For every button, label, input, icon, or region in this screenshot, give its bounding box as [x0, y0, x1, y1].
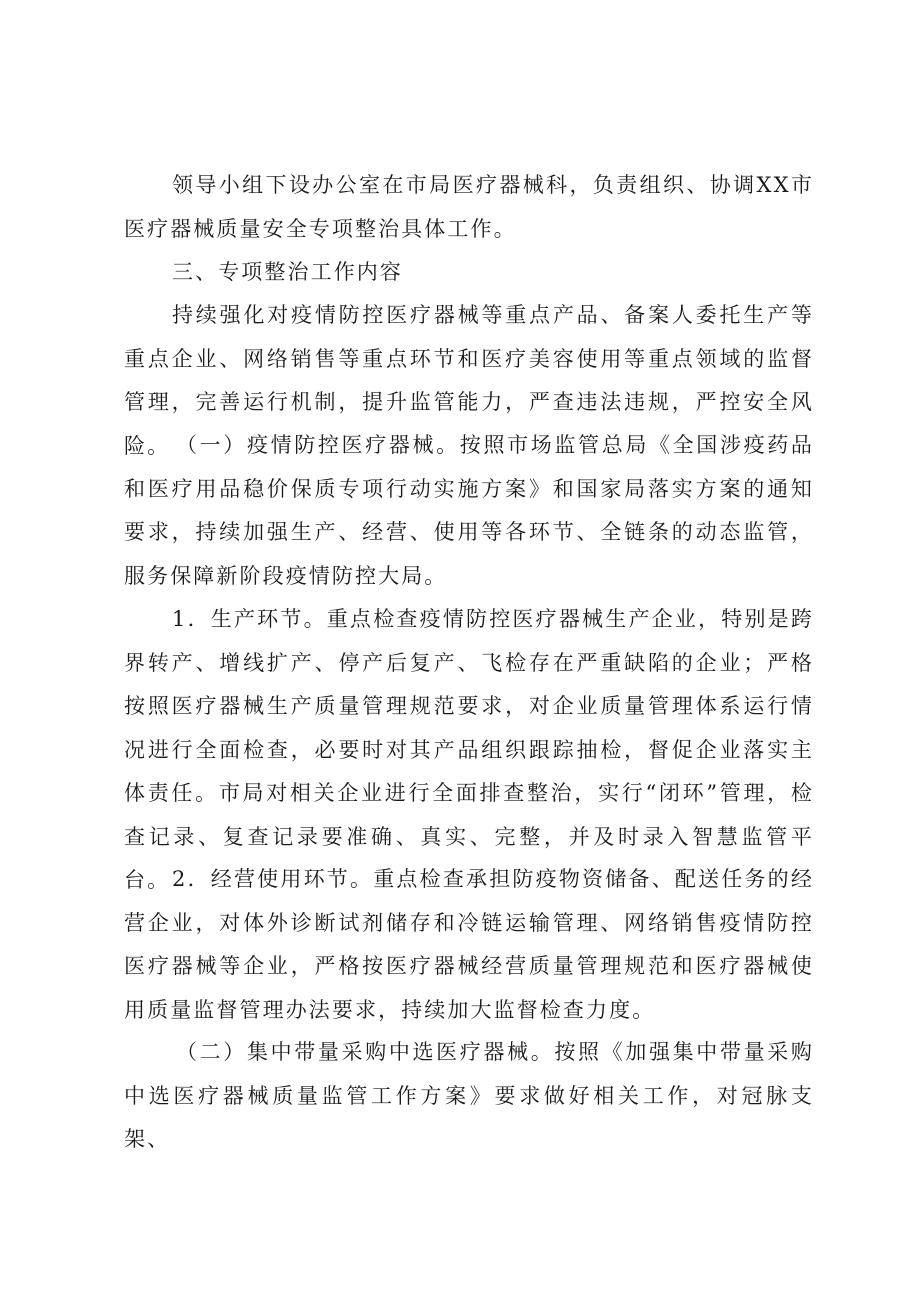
section-heading-work-content: 三、专项整治工作内容	[172, 260, 403, 284]
paragraph-epidemic-devices: （一）疫情防控医疗器械。按照市场监管总局《全国涉疫药品和医疗用品稳价保质专项行动实施方案》和国家局落实方案的通知要求，持续加强生产、经营、使用等各环节、全链条的动态监管，服务保障新阶段疫情防控大局。	[124, 433, 814, 588]
paragraph-strengthen-supervision: 持续强化对疫情防控医疗器械等重点产品、备案人委托生产等重点企业、网络销售等重点环节和医疗美容使用等重点领域的监督管理，完善运行机制，提升监管能力，严查违法违规，严控安全风险。	[124, 303, 814, 458]
paragraph-production-stage: 1．生产环节。重点检查疫情防控医疗器械生产企业，特别是跨界转产、增线扩产、停产后复产、飞检存在严重缺陷的企业；严格按照医疗器械生产质量管理规范要求，对企业质量管理体系运行情况进行全面检查，必要时对其产品组织跟踪抽检，督促企业落实主体责任。市局对相关企业进行全面排查整治，实行“闭环”管理，检查记录、复查记录要准确、真实、完整，并及时录入智慧监管平台。	[124, 607, 814, 892]
paragraph-centralized-procurement: （二）集中带量采购中选医疗器械。按照《加强集中带量采购中选医疗器械质量监管工作方案》要求做好相关工作，对冠脉支架、	[124, 1040, 814, 1151]
paragraph-office-setup: 领导小组下设办公室在市局医疗器械科，负责组织、协调XX市医疗器械质量安全专项整治具体工作。	[124, 173, 814, 241]
paragraph-operation-use-stage: 2．经营使用环节。重点检查承担防疫物资储备、配送任务的经营企业，对体外诊断试剂储存和冷链运输管理、网络销售疫情防控医疗器械等企业，严格按医疗器械经营质量管理规范和医疗器械使用质量监督管理办法要求，持续加大监督检查力度。	[124, 867, 814, 1022]
